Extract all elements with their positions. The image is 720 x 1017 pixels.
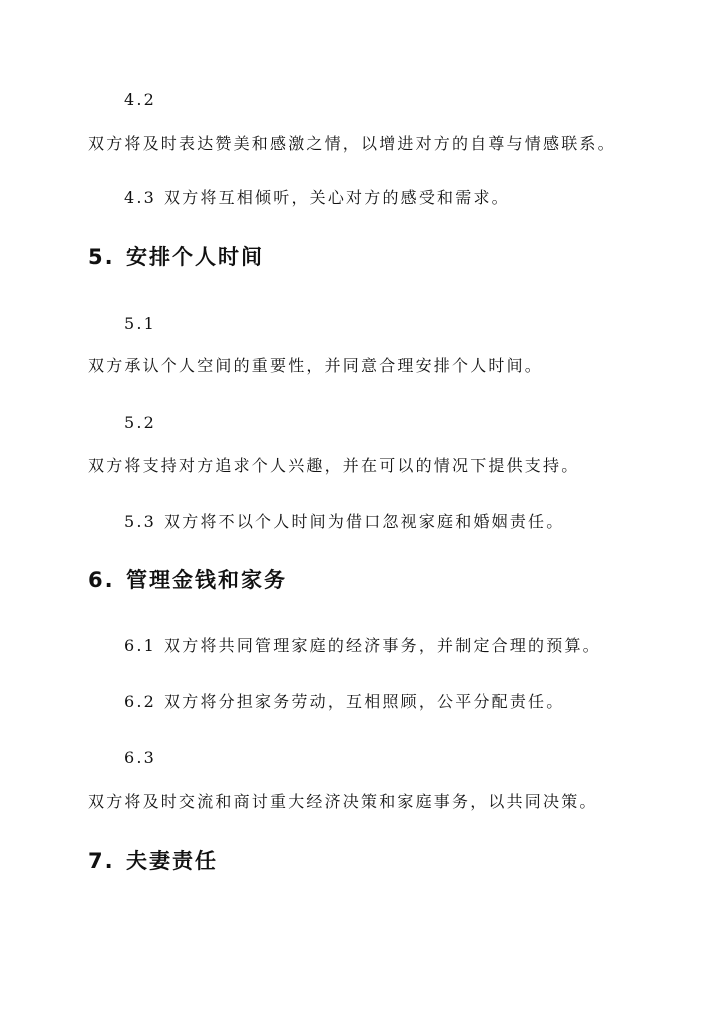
clause-text-5-2: 双方将支持对方追求个人兴趣，并在可以的情况下提供支持。	[88, 456, 580, 475]
clause-number-6-2: 6.2	[124, 692, 157, 711]
clause-text-4-3: 双方将互相倾听，关心对方的感受和需求。	[164, 188, 510, 207]
clause-number-6-1: 6.1	[124, 636, 157, 655]
clause-number-4-3: 4.3	[124, 188, 157, 207]
clause-number-5-3: 5.3	[124, 512, 157, 531]
section-heading-5	[88, 244, 264, 270]
clause-text-5-3: 双方将不以个人时间为借口忽视家庭和婚姻责任。	[164, 512, 565, 531]
clause-number-5-2: 5.2	[124, 413, 157, 432]
clause-text-6-3: 双方将及时交流和商讨重大经济决策和家庭事务，以共同决策。	[88, 792, 598, 811]
clause-text-4-2: 双方将及时表达赞美和感激之情，以增进对方的自尊与情感联系。	[88, 134, 616, 153]
clause-number-4-2: 4.2	[124, 90, 157, 109]
section-title-7: 夫妻责任	[126, 849, 218, 873]
clause-text-6-2: 双方将分担家务劳动，互相照顾，公平分配责任。	[164, 692, 565, 711]
clause-4-3	[124, 188, 510, 208]
section-number-7: 7.	[88, 849, 115, 873]
section-heading-7	[88, 848, 218, 874]
section-number-5: 5.	[88, 245, 115, 269]
section-title-5: 安排个人时间	[126, 245, 264, 269]
clause-text-5-1: 双方承认个人空间的重要性，并同意合理安排个人时间。	[88, 356, 544, 375]
section-heading-6	[88, 567, 287, 593]
clause-number-5-1: 5.1	[124, 314, 157, 333]
clause-text-6-1: 双方将共同管理家庭的经济事务，并制定合理的预算。	[164, 636, 601, 655]
clause-6-2	[124, 692, 564, 712]
clause-6-1	[124, 636, 601, 656]
clause-number-6-3: 6.3	[124, 748, 157, 767]
clause-5-3	[124, 512, 564, 532]
section-number-6: 6.	[88, 568, 115, 592]
section-title-6: 管理金钱和家务	[126, 568, 287, 592]
